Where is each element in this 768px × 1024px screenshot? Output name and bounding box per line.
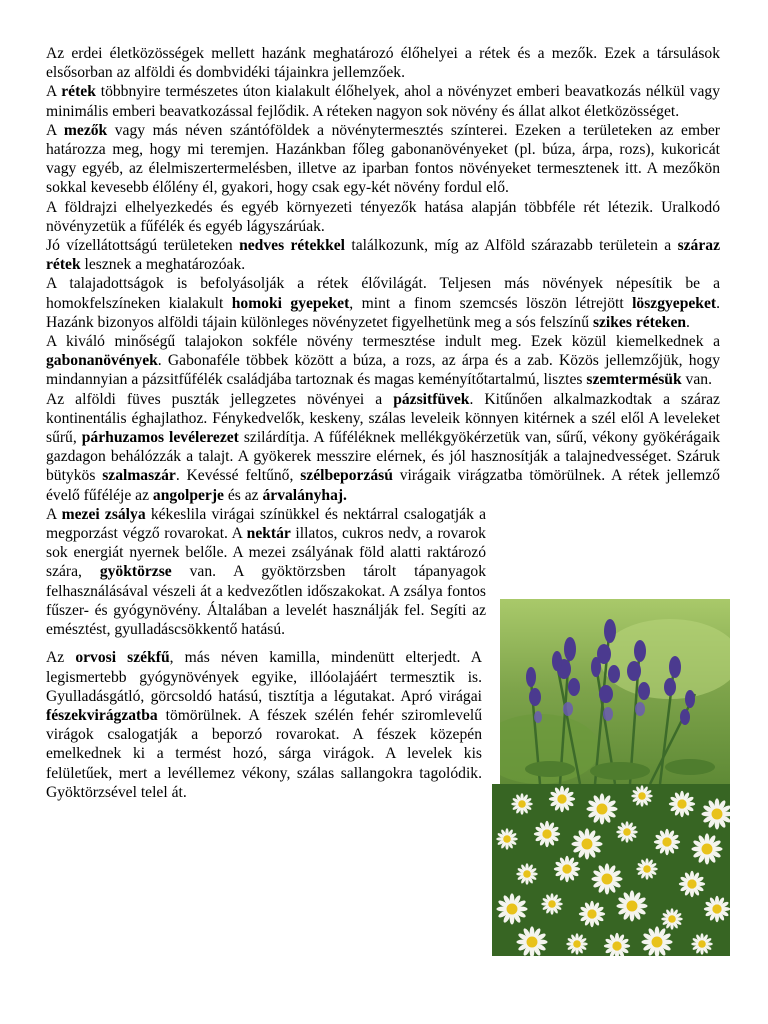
text-run: A xyxy=(46,83,62,101)
text-run: Az xyxy=(46,649,76,667)
meadow-sage-photo xyxy=(500,599,730,784)
text-run: A kiváló minőségű talajokon sokféle növény termesztése indult meg. Ezek közül kiemelkednek a xyxy=(46,333,720,351)
bold-term: mezei zsálya xyxy=(61,505,146,523)
text-run: A földrajzi elhelyezkedés és egyéb környezeti tényezők hatása alapján többféle rét létezik. Uralkodó növényzetük a fűfélék és egyéb lágyszárúak. xyxy=(46,198,720,235)
text-run: szilárdítja. A fűféléknek mellékgyökérzetük van, sűrű, vékony gyökérágaik gazdagon behálózzák a talajt. A gyökerek messzire elérnek, és jól hasznosítják a talajnedvességet. Száruk bütykös xyxy=(46,429,721,485)
intro-paragraphs xyxy=(46,44,720,505)
bold-term: száraz rétek xyxy=(46,237,720,274)
text-run: A xyxy=(46,505,62,523)
text-run: Jó vízellátottságú területeken xyxy=(46,237,240,255)
text-run: vagy más néven szántóföldek a növénytermesztés színterei. Ezeken a területeken az ember határozza meg, hogy mi teremjen. Hazánkban főleg gabonanövényeket (pl. búza, árpa, rozs), kukoricát vagy egyéb, az élelmiszertermelésben, illetve az iparban fontos növényeket termesztenek itt. A mezőkön sokkal kevesebb élőlény él, gyakori, hogy csak egy-két növény fordul elő. xyxy=(46,121,720,197)
bold-term: párhuzamos levélerezet xyxy=(81,429,239,447)
text-run: tömörülnek. A fészek szélén fehér sziromlevelű virágok csalogatják a beporzó rovarokat. A fészek közepén emelkednek ki a termést hozó, sárga virágok. A levelek kis felületűek, mert a levéllemez vékony, szálas sallangokra tagolódik. Gyöktörzsével telel át. xyxy=(46,706,482,801)
paragraph xyxy=(46,274,720,332)
bold-term: árvalányhaj. xyxy=(262,486,347,504)
text-run: és az xyxy=(223,486,263,504)
bold-term: nektár xyxy=(246,525,291,543)
bold-term: gyöktörzse xyxy=(99,563,172,581)
bold-term: orvosi székfű xyxy=(75,649,170,667)
bold-term: szemtermésük xyxy=(586,371,682,389)
paragraph xyxy=(46,82,720,120)
bold-term: fészekvirágzatba xyxy=(46,706,158,724)
text-run: . Hazánk bizonyos alföldi tájain különleges növényzetet figyelhetünk meg a sós felszínű xyxy=(46,294,720,331)
bold-term: gabonanövények xyxy=(46,352,158,370)
text-run: kékeslila virágai színükkel és nektárral csalogatják a megporzást végző rovarokat. A xyxy=(46,505,486,543)
paragraph xyxy=(46,236,720,274)
text-run: . Gabonaféle többek között a búza, a rozs, az árpa és a zab. Közös jellemzőjük, hogy mindannyian a pázsitfűfélék családjába tartoznak és magas keményítőtartalmú, lisztes xyxy=(46,352,720,389)
text-run: virágaik virágzatba tömörülnek. A rétek jellemző évelő fűféléje az xyxy=(46,467,720,504)
bold-term: löszgyepeket xyxy=(632,294,717,312)
text-run: Az erdei életközösségek mellett hazánk meghatározó élőhelyei a rétek és a mezők. Ezek a társulások elsősorban az alföldi és dombvidéki tájainkra jellemzőek. xyxy=(46,45,720,82)
bold-term: nedves rétekkel xyxy=(239,237,346,255)
paragraph xyxy=(46,648,482,802)
text-run: illatos, cukros nedv, a rovarok sok energiát nyernek belőle. A mezei zsályának föld alatti raktározó szára, xyxy=(46,525,486,581)
bold-term: szélbeporzású xyxy=(300,467,393,485)
chamomile-paragraph xyxy=(46,648,482,802)
text-run: A xyxy=(46,121,64,139)
text-run: lesznek a meghatározóak. xyxy=(80,256,246,274)
paragraph xyxy=(46,121,720,198)
paragraph xyxy=(46,390,720,505)
paragraph xyxy=(46,505,486,639)
text-run: , mint a finom szemcsés löszön létrejött xyxy=(349,294,633,312)
bold-term: pázsitfüvek xyxy=(393,390,470,408)
sage-paragraph xyxy=(46,505,486,639)
text-run: A talajadottságok is befolyásolják a rétek élővilágát. Teljesen más növények népesítik be a homokfelszíneken kialakult xyxy=(46,275,720,312)
text-run: többnyire természetes úton kialakult élőhelyek, ahol a növényzet emberi beavatkozás nélkül vagy minimális emberi beavatkozással fejlődik. A réteken nagyon sok növény és állat alkot életközösséget. xyxy=(46,83,720,120)
text-run: . Kevéssé feltűnő, xyxy=(175,467,301,485)
text-run: Az alföldi füves puszták jellegzetes növényei a xyxy=(46,390,394,408)
bold-term: szalmaszár xyxy=(102,467,176,485)
bold-term: rétek xyxy=(61,83,96,101)
text-run: van. A gyöktörzsben tárolt tápanyagok felhasználásával vészeli át a kedvezőtlen időszakokat. A zsálya fontos fűszer- és gyógynövény. Általában a levelét használják fel. Segíti az emésztést, gyulladáscsökkentő hatású. xyxy=(46,563,486,639)
paragraph xyxy=(46,198,720,236)
text-run: , más néven kamilla, mindenütt elterjedt. A legismertebb gyógynövények egyike, illóolajáért termesztik is. Gyulladásgátló, görcsoldó hatású, tisztítja a légutakat. Apró virágai xyxy=(46,649,482,705)
bold-term: angolperje xyxy=(152,486,224,504)
text-run: . Kitűnően alkalmazkodtak a száraz kontinentális éghajlathoz. Fénykedvelők, keskeny, szálas leveleik könnyen kitérnek a szél elől A leveleket sűrű, xyxy=(46,390,720,447)
chamomile-photo xyxy=(492,784,730,956)
text-run: találkozunk, míg az Alföld szárazabb területein a xyxy=(345,237,678,255)
bold-term: homoki gyepeket xyxy=(231,294,350,312)
paragraph xyxy=(46,332,720,390)
paragraph xyxy=(46,44,720,82)
text-run: . xyxy=(686,313,690,331)
text-run: van. xyxy=(681,371,712,389)
bold-term: szikes réteken xyxy=(592,313,687,331)
bold-term: mezők xyxy=(63,121,108,139)
